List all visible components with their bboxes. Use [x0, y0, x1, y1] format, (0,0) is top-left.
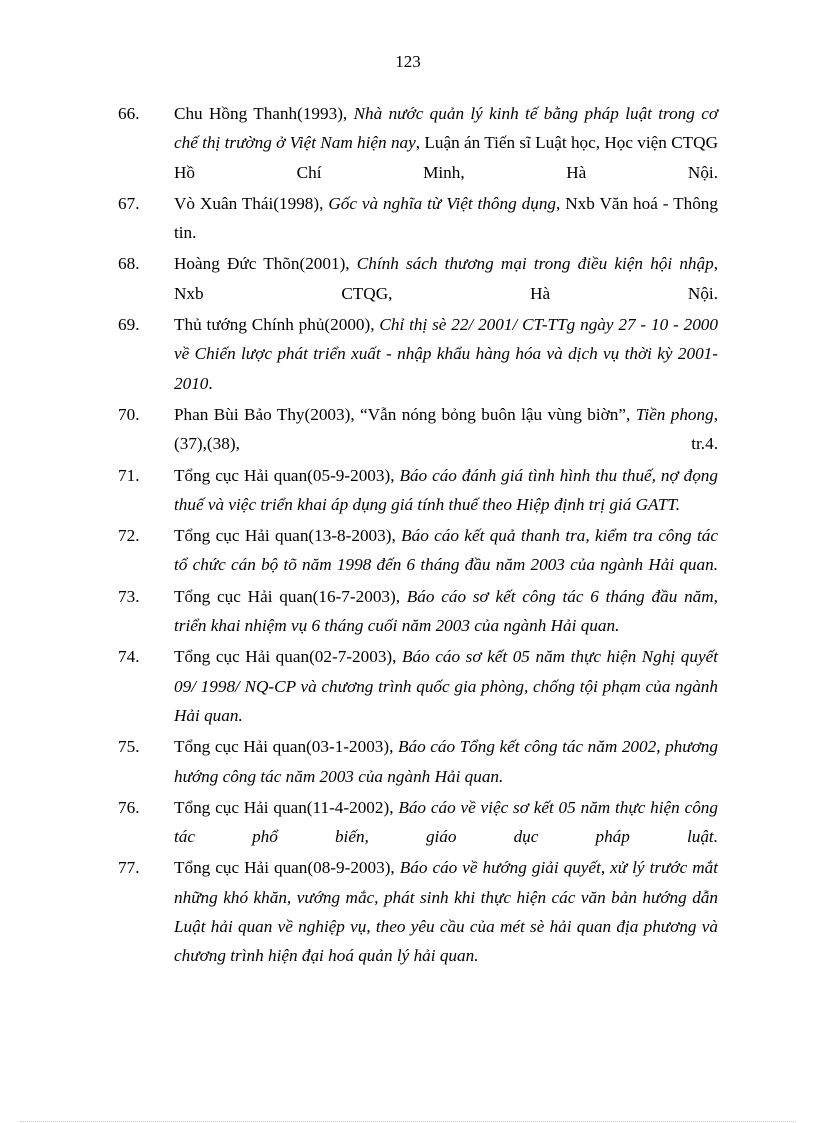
reference-author: Tổng cục Hải quan(16-7-2003), — [174, 586, 407, 606]
reference-author: Phan Bùi Bảo Thy(2003), “Vẫn nóng bỏng buôn lậu vùng biờn”, — [174, 404, 636, 424]
reference-author: Hoàng Đức Thõn(2001), — [174, 254, 357, 274]
reference-item — [118, 461, 718, 520]
reference-item — [118, 249, 718, 308]
reference-list — [118, 99, 718, 973]
reference-title: Báo cáo sơ kết 05 năm thực hiện Nghị quyết 09/ 1998/ NQ-CP và chương trình quốc gia phòng, chống tội phạm của ngành Hải quan. — [174, 647, 718, 725]
footer-divider — [20, 1121, 796, 1122]
reference-author: Vò Xuân Thái(1998), — [174, 193, 329, 213]
reference-item — [118, 99, 718, 187]
reference-details: . — [208, 373, 213, 393]
reference-author: Tổng cục Hải quan(11-4-2002), — [174, 797, 399, 817]
reference-number: 68. — [118, 254, 140, 274]
reference-number: 73. — [118, 586, 140, 606]
reference-number: 69. — [118, 315, 140, 335]
reference-number: 71. — [118, 465, 140, 485]
reference-number: 70. — [118, 404, 140, 424]
reference-details: , (37),(38), tr.4. — [174, 404, 718, 454]
reference-number: 75. — [118, 737, 140, 757]
reference-author: Tổng cục Hải quan(05-9-2003), — [174, 465, 400, 485]
reference-title: Báo cáo Tổng kết công tác năm 2002, phương hướng công tác năm 2003 của ngành Hải quan. — [174, 737, 718, 786]
reference-title: Báo cáo về hướng giải quyết, xử lý trước mắt những khó khăn, vướng mắc, phát sinh khi thực hiện các văn bản hướng dẫn Luật hải quan về nghiệp vụ, theo yêu cầu của mét sè hải quan địa phương và chương trình hiện đại hoá quản lý hải quan. — [174, 858, 718, 966]
reference-number: 74. — [118, 647, 140, 667]
reference-author: Tổng cục Hải quan(02-7-2003), — [174, 647, 403, 667]
reference-author: Thủ tướng Chính phủ(2000), — [174, 315, 380, 335]
reference-title: Nhà nước quản lý kinh tế bằng pháp luật trong cơ chế thị trường ở Việt Nam hiện nay — [174, 104, 719, 153]
reference-details: , Nxb Văn hoá - Thông tin. — [174, 193, 718, 243]
reference-author: Chu Hồng Thanh(1993), — [174, 104, 354, 123]
reference-title: Chính sách thương mại trong điều kiện hội nhập — [356, 254, 714, 274]
reference-item — [118, 582, 718, 641]
reference-number: 66. — [118, 104, 140, 123]
reference-title: Báo cáo sơ kết công tác 6 tháng đầu năm, triển khai nhiệm vụ 6 tháng cuối năm 2003 của ngành Hải quan. — [174, 586, 718, 636]
reference-author: Tổng cục Hải quan(08-9-2003), — [174, 858, 400, 878]
reference-item — [118, 189, 718, 248]
reference-item — [118, 400, 718, 459]
reference-item — [118, 793, 718, 852]
reference-title: Báo cáo đánh giá tình hình thu thuế, nợ đọng thuế và việc triển khai áp dụng giá tính thuế theo Hiệp định trị giá GATT. — [174, 465, 718, 514]
reference-details: , Nxb CTQG, Hà Nội. — [174, 254, 718, 303]
reference-author: Tổng cục Hải quan(03-1-2003), — [174, 737, 398, 757]
page-number: 123 — [395, 52, 421, 71]
reference-number: 76. — [118, 797, 140, 817]
reference-number: 77. — [118, 858, 140, 878]
reference-details: , Luận án Tiến sĩ Luật học, Học viện CTQG Hồ Chí Minh, Hà Nội. — [174, 133, 718, 182]
reference-author: Tổng cục Hải quan(13-8-2003), — [174, 526, 402, 546]
reference-title: Chỉ thị sè 22/ 2001/ CT-TTg ngày 27 - 10 - 2000 về Chiến lược phát triển xuất - nhập khẩu hàng hóa và dịch vụ thời kỳ 2001-2010 — [174, 315, 718, 393]
reference-title: Tiền phong — [635, 404, 714, 424]
reference-item — [118, 853, 718, 970]
reference-title: Gốc và nghĩa từ Việt thông dụng — [328, 193, 557, 213]
reference-item — [118, 732, 718, 791]
reference-title: Báo cáo kết quả thanh tra, kiểm tra công tác tổ chức cán bộ tõ năm 1998 đến 6 tháng đầu năm 2003 của ngành Hải quan. — [174, 526, 718, 575]
reference-item — [118, 521, 718, 580]
reference-title: Báo cáo về việc sơ kết 05 năm thực hiện công tác phổ biến, giáo dục pháp luật. — [174, 797, 718, 847]
reference-number: 72. — [118, 526, 140, 546]
reference-item — [118, 642, 718, 730]
reference-item — [118, 310, 718, 398]
reference-number: 67. — [118, 193, 140, 213]
